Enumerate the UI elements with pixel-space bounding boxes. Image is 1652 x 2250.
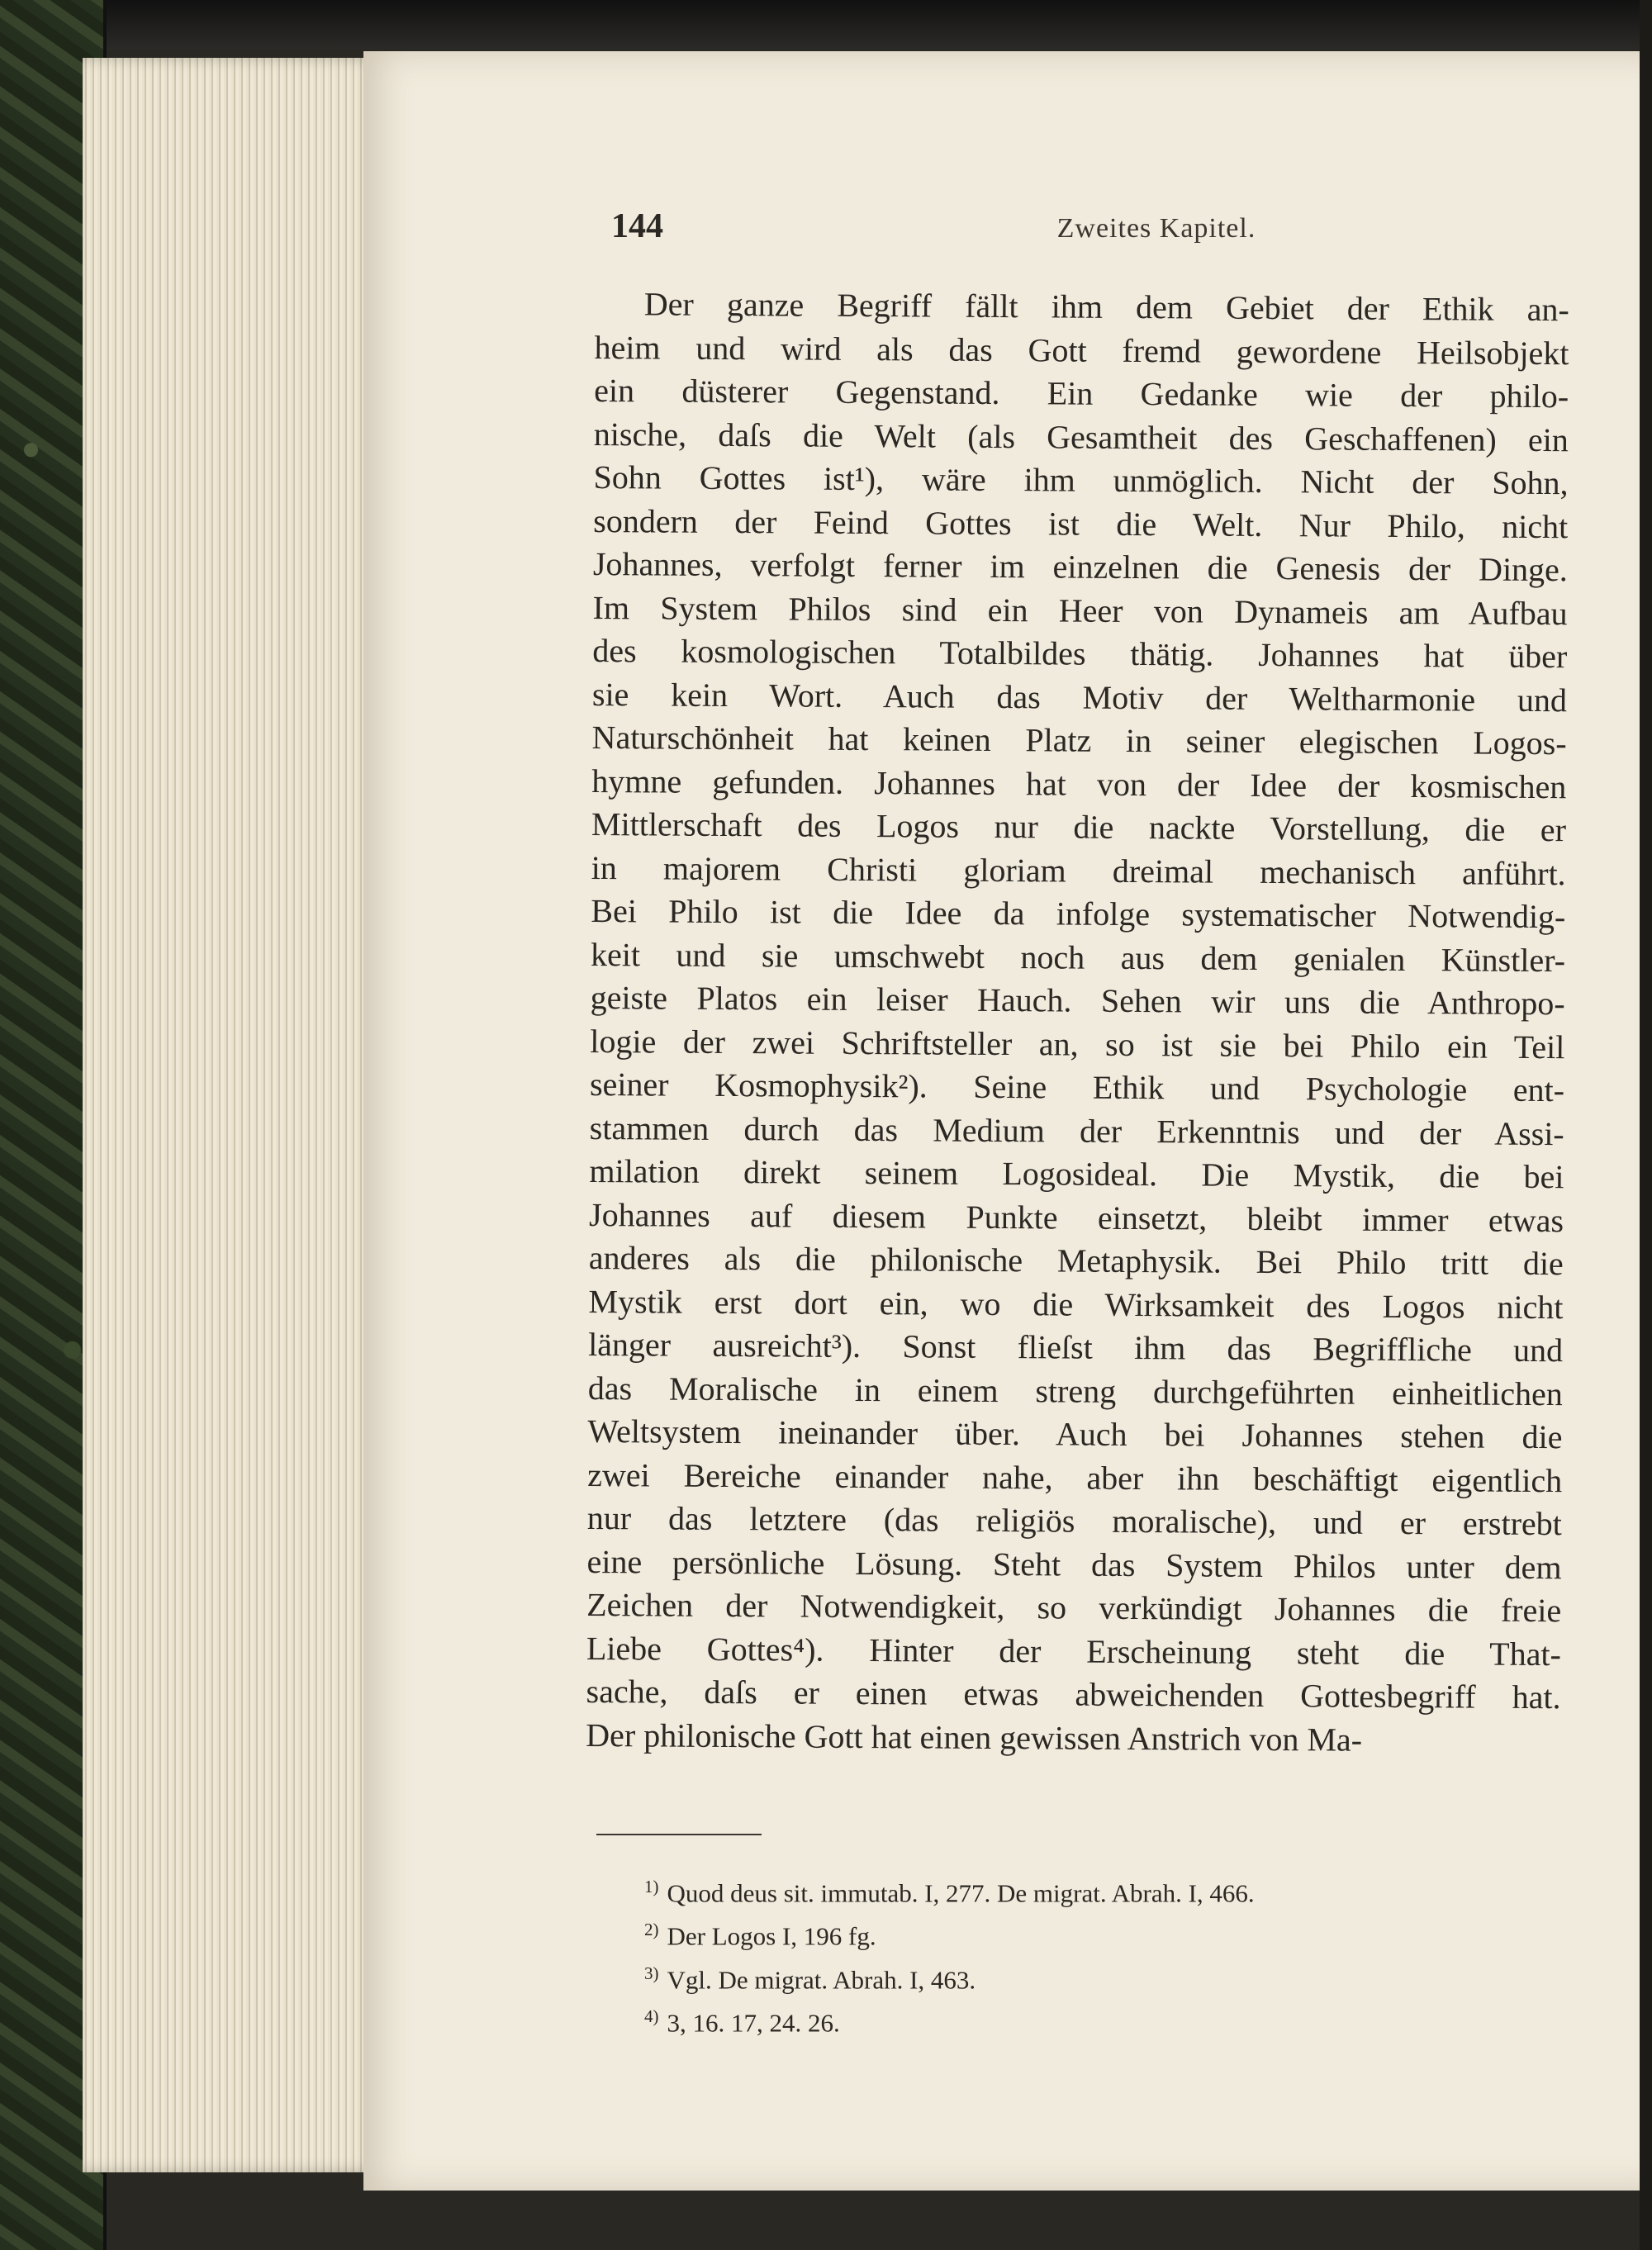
book-page — [363, 51, 1652, 2191]
footnote — [644, 1868, 1553, 1911]
footnote-text: 3, 16. 17, 24. 26. — [667, 2008, 840, 2038]
page-header — [611, 206, 1553, 256]
text-line: Mittlerschaft des Logos nur die nackte Vorstellung, die er — [591, 805, 1567, 849]
text-line: eine persönliche Lösung. Steht das System Philos unter dem — [586, 1542, 1562, 1586]
text-line: Der philonische Gott hat einen gewissen Anstrich von Ma- — [586, 1716, 1363, 1759]
page-number: 144 — [611, 207, 663, 245]
text-line: des kosmologischen Totalbildes thätig. Johannes hat über — [592, 631, 1568, 676]
footnote-text: Quod deus sit. immutab. I, 277. De migrat. Abrah. I, 466. — [667, 1878, 1255, 1908]
text-line: sondern der Feind Gottes ist die Welt. Nur Philo, nicht — [593, 501, 1569, 545]
footnotes — [644, 1868, 1553, 2041]
text-line: hymne gefunden. Johannes hat von der Idee der kosmischen — [591, 762, 1567, 805]
text-line: anderes als die philonische Metaphysik. Bei Philo tritt die — [588, 1238, 1564, 1283]
footnote — [644, 1955, 1553, 1998]
text-line: stammen durch das Medium der Erkenntnis und der Assi- — [589, 1108, 1564, 1152]
text-line: Bei Philo ist die Idee da infolge systematischer Notwendig- — [591, 891, 1566, 936]
right-margin-strip — [1640, 0, 1652, 2250]
text-line: sache, daſs er einen etwas abweichenden Gottesbegriff hat. — [586, 1672, 1561, 1716]
text-line: nur das letztere (das religiös moralische), und er erstrebt — [586, 1498, 1562, 1543]
text-line: Weltsystem ineinander über. Auch bei Johannes stehen die — [587, 1412, 1563, 1456]
running-head: Zweites Kapitel. — [1056, 213, 1256, 244]
text-line: Zeichen der Notwendigkeit, so verkündigt Johannes die freie — [586, 1585, 1562, 1630]
text-line: nische, daſs die Welt (als Gesamtheit des Geschaffenen) ein — [593, 415, 1569, 458]
body-text — [586, 282, 1569, 1763]
text-line: Liebe Gottes⁴). Hinter der Erscheinung steht die That- — [586, 1629, 1562, 1673]
text-line: sie kein Wort. Auch das Motiv der Weltharmonie und — [591, 675, 1568, 719]
footnote — [644, 1911, 1553, 1954]
text-line: Johannes auf diesem Punkte einsetzt, bleibt immer etwas — [588, 1195, 1564, 1239]
footnote-mark: 2) — [644, 1920, 659, 1940]
footnote-text: Der Logos I, 196 fg. — [667, 1921, 876, 1951]
footnote-mark: 1) — [644, 1877, 659, 1896]
text-line: Der ganze Begriff fällt ihm dem Gebiet der Ethik an- — [643, 285, 1569, 329]
text-line: Mystik erst dort ein, wo die Wirksamkeit des Logos nicht — [588, 1282, 1564, 1326]
text-line: das Moralische in einem streng durchgeführten einheitlichen — [587, 1369, 1563, 1412]
footnote-mark: 4) — [644, 2006, 659, 2026]
text-line: milation direkt seinem Logosideal. Die Mystik, die bei — [589, 1151, 1564, 1196]
text-line: Johannes, verfolgt ferner im einzelnen die Genesis der Dinge. — [592, 544, 1569, 589]
footnote-mark: 3) — [644, 1963, 659, 1983]
text-line: seiner Kosmophysik²). Seine Ethik und Psychologie ent- — [589, 1065, 1565, 1109]
text-line: in majorem Christi gloriam dreimal mechanisch anführt. — [591, 848, 1566, 892]
footnote — [644, 1998, 1553, 2041]
text-line: ein düsterer Gegenstand. Ein Gedanke wie der philo- — [594, 371, 1569, 415]
text-line: Sohn Gottes ist¹), wäre ihm unmöglich. Nicht der Sohn, — [593, 458, 1569, 502]
text-line: keit und sie umschwebt noch aus dem genialen Künstler- — [590, 935, 1566, 979]
text-line: zwei Bereiche einander nahe, aber ihn beschäftigt eigentlich — [587, 1455, 1563, 1499]
footnote-rule — [596, 1834, 762, 1835]
page-edges — [83, 58, 380, 2172]
text-line: Im System Philos sind ein Heer von Dynameis am Aufbau — [592, 588, 1568, 632]
text-line: heim und wird als das Gott fremd gewordene Heilsobjekt — [594, 328, 1569, 372]
text-line: logie der zwei Schriftsteller an, so ist sie bei Philo ein Teil — [590, 1022, 1565, 1066]
text-line: Naturschönheit hat keinen Platz in seiner elegischen Logos- — [591, 718, 1567, 762]
book-top-edge — [0, 0, 1652, 50]
text-line: geiste Platos ein leiser Hauch. Sehen wir uns die Anthropo- — [590, 978, 1565, 1023]
footnote-text: Vgl. De migrat. Abrah. I, 463. — [667, 1964, 976, 1994]
text-line: länger ausreicht³). Sonst flieſst ihm das Begriffliche und — [588, 1325, 1564, 1369]
